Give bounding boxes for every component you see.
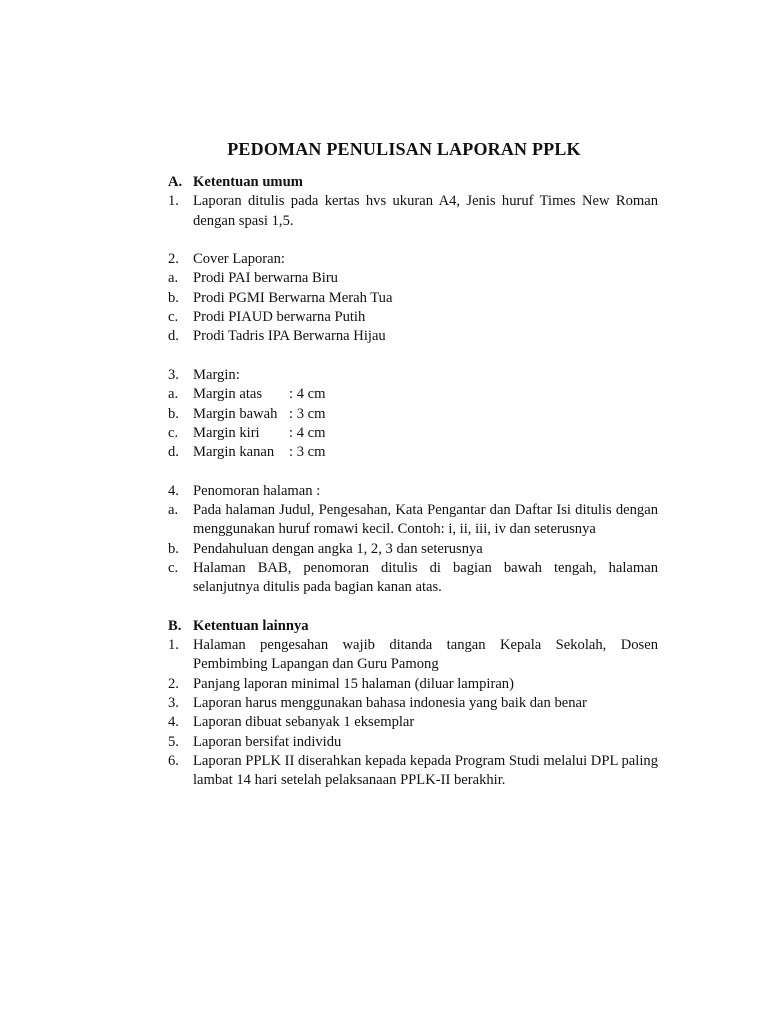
margin-value: : 4 cm	[289, 386, 326, 403]
section-b-title: Ketentuan lainnya	[193, 617, 309, 634]
spacer	[168, 462, 658, 481]
sub-marker: c.	[168, 559, 179, 576]
list-item-text: Laporan dibuat sebanyak 1 eksemplar	[193, 714, 415, 731]
list-marker: 2.	[168, 251, 179, 268]
section-a-title: Ketentuan umum	[193, 174, 303, 190]
paging-item-a	[168, 501, 658, 540]
list-marker: 5.	[168, 733, 179, 750]
list-item-text: Laporan harus menggunakan bahasa indonesia yang baik dan benar	[193, 695, 587, 712]
sub-text: Pendahuluan dengan angka 1, 2, 3 dan seterusnya	[193, 540, 483, 557]
document-title: PEDOMAN PENULISAN LAPORAN PPLK	[227, 139, 581, 159]
spacer	[168, 347, 658, 366]
sub-marker: c.	[168, 424, 179, 441]
list-item-b3	[168, 694, 658, 713]
list-marker: 3.	[168, 366, 179, 383]
margin-value: : 3 cm	[289, 405, 326, 422]
sub-marker: a.	[168, 386, 179, 403]
paging-item-c	[168, 559, 658, 598]
sub-marker: a.	[168, 502, 179, 519]
list-item-text: Panjang laporan minimal 15 halaman (diluar lampiran)	[193, 675, 514, 692]
list-item-text: Cover Laporan:	[193, 251, 285, 268]
sub-text: Pada halaman Judul, Pengesahan, Kata Pengantar dan Daftar Isi ditulis dengan menggunakan huruf romawi kecil. Contoh: i, ii, iii, iv dan seterusnya	[193, 502, 658, 538]
list-item-a3	[168, 366, 658, 385]
list-item-text: Penomoran halaman :	[193, 482, 321, 499]
margin-label: Margin kiri	[193, 424, 260, 441]
list-item-b1	[168, 636, 658, 675]
list-marker: 1.	[168, 193, 179, 210]
list-item-a4	[168, 482, 658, 501]
margin-item-top	[168, 385, 658, 404]
sub-marker: d.	[168, 444, 179, 461]
list-item-text: Laporan bersifat individu	[193, 733, 342, 750]
list-marker: 4.	[168, 714, 179, 731]
sub-text: Halaman BAB, penomoran ditulis di bagian bawah tengah, halaman selanjutnya ditulis pada bagian kanan atas.	[193, 559, 658, 596]
sub-marker: a.	[168, 270, 179, 287]
sub-marker: d.	[168, 328, 179, 345]
paging-item-b	[168, 540, 658, 559]
sub-text: Prodi PIAUD berwarna Putih	[193, 309, 366, 326]
margin-label: Margin atas	[193, 386, 263, 403]
cover-item-a	[168, 269, 658, 288]
cover-item-d	[168, 327, 658, 346]
sub-marker: c.	[168, 309, 179, 326]
spacer	[168, 231, 658, 250]
margin-item-right	[168, 443, 658, 462]
list-marker: 2.	[168, 675, 179, 692]
margin-item-left	[168, 424, 658, 443]
sub-marker: b.	[168, 289, 179, 306]
document-body	[168, 173, 658, 791]
section-b-heading	[168, 617, 658, 636]
margin-value: : 3 cm	[289, 444, 326, 461]
sub-text: Prodi Tadris IPA Berwarna Hijau	[193, 328, 386, 345]
list-item-text: Laporan PPLK II diserahkan kepada kepada Program Studi melalui DPL paling lambat 14 hari setelah pelaksanaan PPLK-II berakhir.	[193, 752, 658, 789]
sub-text: Prodi PAI berwarna Biru	[193, 270, 338, 287]
cover-item-c	[168, 308, 658, 327]
section-a-heading	[168, 173, 658, 192]
list-item-b5	[168, 733, 658, 752]
margin-value: : 4 cm	[289, 424, 326, 441]
sub-marker: b.	[168, 405, 179, 422]
spacer	[168, 598, 658, 617]
list-item-b6	[168, 752, 658, 791]
list-marker: 1.	[168, 637, 179, 654]
section-b-marker: B.	[168, 617, 182, 634]
sub-text: Prodi PGMI Berwarna Merah Tua	[193, 289, 393, 306]
list-item-b4	[168, 713, 658, 732]
list-item-text: Halaman pengesahan wajib ditanda tangan Kepala Sekolah, Dosen Pembimbing Lapangan dan Guru Pamong	[193, 637, 658, 673]
list-marker: 3.	[168, 695, 179, 712]
margin-item-bottom	[168, 405, 658, 424]
margin-label: Margin kanan	[193, 444, 275, 461]
list-item-a1	[168, 192, 658, 231]
cover-item-b	[168, 289, 658, 308]
list-marker: 6.	[168, 752, 179, 769]
list-item-a2	[168, 250, 658, 269]
list-item-text: Margin:	[193, 366, 240, 383]
sub-marker: b.	[168, 540, 179, 557]
list-marker: 4.	[168, 482, 179, 499]
section-a-marker: A.	[168, 174, 183, 190]
list-item-text: Laporan ditulis pada kertas hvs ukuran A4, Jenis huruf Times New Roman dengan spasi 1,5.	[193, 193, 658, 229]
list-item-b2	[168, 675, 658, 694]
margin-label: Margin bawah	[193, 405, 278, 422]
